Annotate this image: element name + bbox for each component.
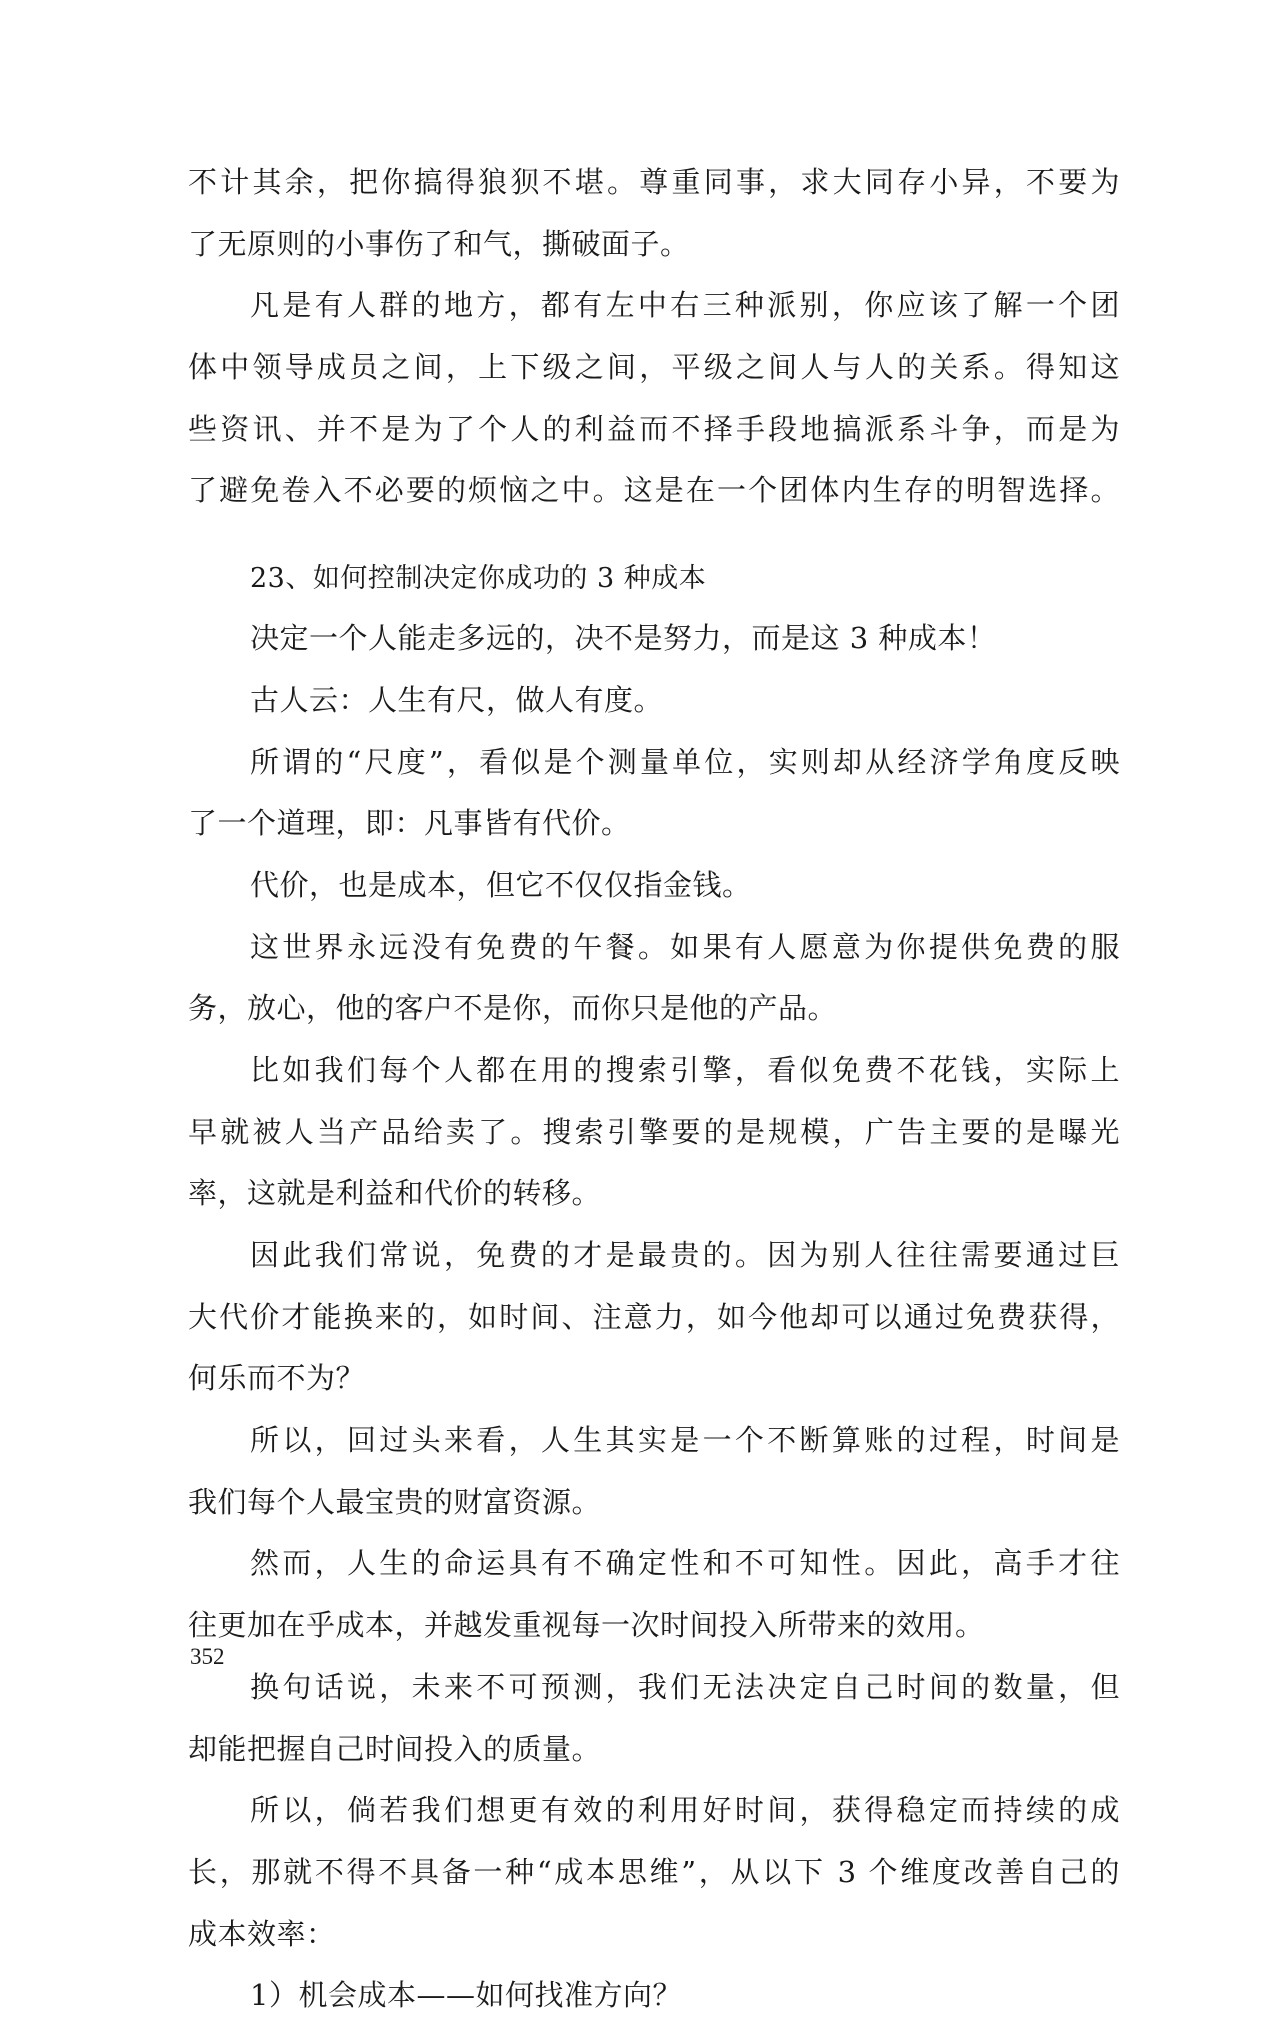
text-line: 因此我们常说，免费的才是最贵的。因为别人往往需要通过巨 <box>250 1238 1120 1272</box>
text-line: 所谓的“尺度”，看似是个测量单位，实则却从经济学角度反映 <box>250 744 1120 779</box>
text-line: 换句话说，未来不可预测，我们无法决定自己时间的数量，但 <box>250 1669 1120 1704</box>
page-number: 352 <box>190 1644 225 1669</box>
text-line: 代价，也是成本，但它不仅仅指金钱。 <box>250 867 752 902</box>
section-heading: 23、如何控制决定你成功的 3 种成本 <box>250 563 707 595</box>
text-line: 长，那就不得不具备一种“成本思维”，从以下 3 个维度改善自己的 <box>188 1854 1120 1889</box>
text-line: 我们每个人最宝贵的财富资源。 <box>188 1484 602 1519</box>
text-line: 了避免卷入不必要的烦恼之中。这是在一个团体内生存的明智选择。 <box>188 473 1120 508</box>
body-text <box>188 152 1120 2027</box>
text-line: 了无原则的小事伤了和气，撕破面子。 <box>188 226 690 261</box>
text-line: 成本效率： <box>188 1916 336 1951</box>
text-line: 决定一个人能走多远的，决不是努力，而是这 3 种成本！ <box>250 621 997 656</box>
text-line: 些资讯、并不是为了个人的利益而不择手段地搞派系斗争，而是为 <box>188 411 1120 446</box>
text-line: 体中领导成员之间，上下级之间，平级之间人与人的关系。得知这 <box>188 350 1120 385</box>
text-line: 这世界永远没有免费的午餐。如果有人愿意为你提供免费的服 <box>250 929 1120 964</box>
text-line: 不计其余，把你搞得狼狈不堪。尊重同事，求大同存小异，不要为 <box>188 165 1120 199</box>
text-line: 比如我们每个人都在用的搜索引擎，看似免费不花钱，实际上 <box>250 1052 1120 1087</box>
text-line: 所以，倘若我们想更有效的利用好时间，获得稳定而持续的成 <box>250 1793 1120 1828</box>
text-line: 然而，人生的命运具有不确定性和不可知性。因此，高手才往 <box>250 1546 1120 1581</box>
text-line: 大代价才能换来的，如时间、注意力，如今他却可以通过免费获得， <box>188 1299 1120 1334</box>
text-line: 1）机会成本——如何找准方向？ <box>250 1978 682 2013</box>
text-line: 率，这就是利益和代价的转移。 <box>188 1176 602 1211</box>
text-line: 了一个道理，即：凡事皆有代价。 <box>188 806 631 841</box>
section-gap <box>188 522 1120 550</box>
text-line: 所以，回过头来看，人生其实是一个不断算账的过程，时间是 <box>250 1423 1120 1458</box>
text-line: 古人云：人生有尺，做人有度。 <box>250 682 664 717</box>
text-line: 往更加在乎成本，并越发重视每一次时间投入所带来的效用。 <box>188 1608 985 1643</box>
text-line: 凡是有人群的地方，都有左中右三种派别，你应该了解一个团 <box>250 288 1120 323</box>
text-line: 务，放心，他的客户不是你，而你只是他的产品。 <box>188 991 838 1026</box>
text-line: 早就被人当产品给卖了。搜索引擎要的是规模，广告主要的是曝光 <box>188 1114 1120 1149</box>
text-line: 却能把握自己时间投入的质量。 <box>188 1731 602 1766</box>
text-line: 何乐而不为？ <box>188 1361 366 1396</box>
